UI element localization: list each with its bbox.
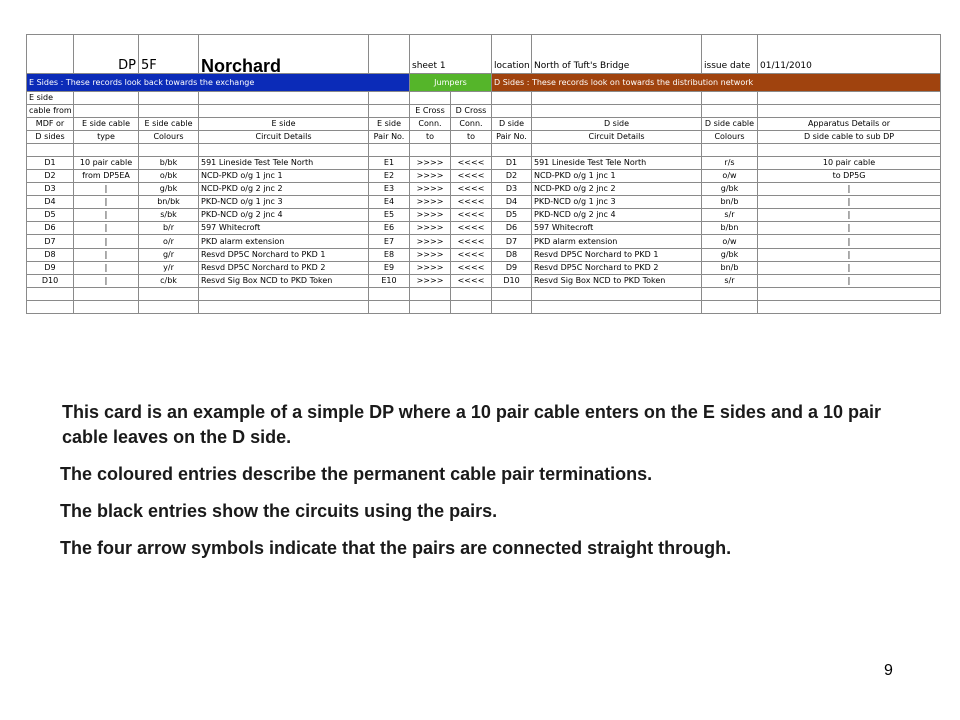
data-cell: o/w [702,235,758,248]
data-cell: | [74,248,139,261]
data-cell: 10 pair cable [74,157,139,170]
data-cell: | [758,274,941,287]
data-cell: E1 [369,157,410,170]
data-cell: | [74,235,139,248]
data-cell: PKD-NCD o/g 2 jnc 4 [199,209,369,222]
data-cell: o/bk [139,170,199,183]
data-cell: s/r [702,209,758,222]
header-cell [758,91,941,104]
data-cell: | [758,235,941,248]
header-cell [532,91,702,104]
data-cell: PKD-NCD o/g 1 jnc 3 [199,196,369,209]
data-cell: D1 [492,157,532,170]
header-cell: Apparatus Details or [758,118,941,131]
header-cell: Pair No. [369,131,410,144]
data-cell: D7 [27,235,74,248]
data-cell: | [758,183,941,196]
header-cell: MDF or [27,118,74,131]
card-data-row [27,261,941,274]
header-cell [74,91,139,104]
data-cell: D4 [27,196,74,209]
data-cell: >>>> [410,261,451,274]
data-cell: >>>> [410,157,451,170]
data-cell: D9 [27,261,74,274]
card-data-row [27,157,941,170]
card-header-row [27,91,941,104]
data-cell: E6 [369,222,410,235]
issue-date-label: issue date [702,35,758,74]
data-cell: bn/b [702,261,758,274]
card-data-row [27,209,941,222]
data-cell: D10 [492,274,532,287]
data-cell: D3 [492,183,532,196]
dp-number: 5F [139,35,199,74]
data-cell: <<<< [451,222,492,235]
header-cell: D side [492,118,532,131]
data-cell: 591 Lineside Test Tele North [199,157,369,170]
card-data-row [27,222,941,235]
data-cell: NCD-PKD o/g 2 jnc 2 [199,183,369,196]
data-cell: <<<< [451,196,492,209]
card-header-row [27,105,941,118]
card-header-row [27,131,941,144]
data-cell: NCD-PKD o/g 1 jnc 1 [199,170,369,183]
data-cell: | [758,222,941,235]
header-cell: D side [532,118,702,131]
data-cell: E3 [369,183,410,196]
data-cell: g/bk [702,248,758,261]
data-cell: E2 [369,170,410,183]
data-cell: E4 [369,196,410,209]
data-cell: s/bk [139,209,199,222]
header-cell: Colours [139,131,199,144]
data-cell: NCD-PKD o/g 2 jnc 2 [532,183,702,196]
data-cell: >>>> [410,196,451,209]
data-cell: D6 [27,222,74,235]
data-cell: D1 [27,157,74,170]
data-cell: E5 [369,209,410,222]
data-cell: >>>> [410,274,451,287]
header-cell: Conn. [410,118,451,131]
header-cell: E Cross [410,105,451,118]
data-cell: <<<< [451,274,492,287]
header-cell: D Cross [451,105,492,118]
data-cell: D5 [27,209,74,222]
data-cell: | [74,209,139,222]
header-cell: cable from [27,105,74,118]
data-cell: D3 [27,183,74,196]
data-cell: y/r [139,261,199,274]
dp-label: DP [74,35,139,74]
header-cell [410,91,451,104]
data-cell: <<<< [451,170,492,183]
card-data-row [27,170,941,183]
data-cell: | [758,261,941,274]
card-data-row [27,196,941,209]
data-cell: E7 [369,235,410,248]
header-cell [492,105,532,118]
location-label: location [492,35,532,74]
data-cell: <<<< [451,235,492,248]
card-data-row [27,248,941,261]
data-cell: b/bk [139,157,199,170]
header-cell: D side cable [702,118,758,131]
data-cell: 10 pair cable [758,157,941,170]
data-cell: b/r [139,222,199,235]
header-cell: D side cable to sub DP [758,131,941,144]
data-cell: NCD-PKD o/g 1 jnc 1 [532,170,702,183]
notes-section [60,400,930,573]
data-cell: b/bn [702,222,758,235]
data-cell: g/bk [702,183,758,196]
note-paragraph: The coloured entries describe the permanent cable pair terminations. [60,464,653,484]
header-cell [492,91,532,104]
data-cell: g/r [139,248,199,261]
data-cell: <<<< [451,209,492,222]
data-cell: Resvd DP5C Norchard to PKD 2 [532,261,702,274]
note-paragraph: The four arrow symbols indicate that the pairs are connected straight through. [60,538,732,558]
data-cell: c/bk [139,274,199,287]
card-title-row [27,35,941,74]
card-header-row [27,118,941,131]
data-cell: s/r [702,274,758,287]
header-cell [139,105,199,118]
header-cell [74,105,139,118]
header-cell: Pair No. [492,131,532,144]
data-cell: <<<< [451,261,492,274]
data-cell: <<<< [451,248,492,261]
blank-row [27,300,941,313]
data-cell: | [758,248,941,261]
data-cell: E10 [369,274,410,287]
header-cell: Conn. [451,118,492,131]
data-cell: D8 [492,248,532,261]
data-cell: | [74,196,139,209]
data-cell: <<<< [451,157,492,170]
data-cell: D8 [27,248,74,261]
header-cell [532,105,702,118]
data-cell: Resvd Sig Box NCD to PKD Token [199,274,369,287]
d-sides-band: D Sides : These records look on towards the distribution network [492,74,941,92]
data-cell: PKD-NCD o/g 1 jnc 3 [532,196,702,209]
data-cell: from DP5EA [74,170,139,183]
header-cell [369,105,410,118]
data-cell: | [74,183,139,196]
data-cell: g/bk [139,183,199,196]
data-cell: >>>> [410,248,451,261]
spacer-row [27,144,941,157]
header-cell: E side cable [74,118,139,131]
header-cell: to [410,131,451,144]
data-cell: Resvd DP5C Norchard to PKD 1 [532,248,702,261]
header-cell: Colours [702,131,758,144]
data-cell: Resvd Sig Box NCD to PKD Token [532,274,702,287]
data-cell: | [74,222,139,235]
data-cell: | [758,209,941,222]
data-cell: bn/bk [139,196,199,209]
data-cell: PKD alarm extension [199,235,369,248]
band-row [27,74,941,92]
data-cell: D7 [492,235,532,248]
data-cell: | [758,196,941,209]
page-number: 9 [884,662,893,679]
header-cell [199,105,369,118]
data-cell: >>>> [410,209,451,222]
card-data-row [27,235,941,248]
jumpers-band: Jumpers [410,74,492,92]
header-cell: type [74,131,139,144]
card-data-row [27,183,941,196]
data-cell: D9 [492,261,532,274]
data-cell: >>>> [410,183,451,196]
data-cell: 597 Whitecroft [532,222,702,235]
data-cell: D10 [27,274,74,287]
data-cell: D4 [492,196,532,209]
data-cell: | [74,274,139,287]
header-cell: Circuit Details [532,131,702,144]
data-cell: >>>> [410,170,451,183]
header-cell [702,105,758,118]
data-cell: PKD alarm extension [532,235,702,248]
header-cell [451,91,492,104]
data-cell: E9 [369,261,410,274]
header-cell: E side [369,118,410,131]
data-cell: Resvd DP5C Norchard to PKD 2 [199,261,369,274]
data-cell: bn/b [702,196,758,209]
header-cell: D sides [27,131,74,144]
header-cell [369,91,410,104]
note-paragraph: The black entries show the circuits using the pairs. [60,501,498,521]
header-cell: Circuit Details [199,131,369,144]
data-cell: >>>> [410,235,451,248]
data-cell: o/w [702,170,758,183]
data-cell: r/s [702,157,758,170]
data-cell: 591 Lineside Test Tele North [532,157,702,170]
data-cell: E8 [369,248,410,261]
data-cell: D2 [492,170,532,183]
issue-date-value: 01/11/2010 [758,35,941,74]
header-cell: to [451,131,492,144]
data-cell: o/r [139,235,199,248]
data-cell: D5 [492,209,532,222]
data-cell: <<<< [451,183,492,196]
header-cell [758,105,941,118]
header-cell: E side [27,91,74,104]
sheet-number: sheet 1 [410,35,492,74]
note-paragraph: This card is an example of a simple DP where a 10 pair cable enters on the E sides and a 10 pair cable leaves on the D side. [62,402,881,447]
data-cell: PKD-NCD o/g 2 jnc 4 [532,209,702,222]
data-cell: Resvd DP5C Norchard to PKD 1 [199,248,369,261]
header-cell: E side [199,118,369,131]
data-cell: D2 [27,170,74,183]
header-cell [702,91,758,104]
location-value: North of Tuft's Bridge [532,35,702,74]
header-cell: E side cable [139,118,199,131]
dp-name: Norchard [199,35,369,74]
header-cell [199,91,369,104]
blank-row [27,287,941,300]
dp-record-card [26,34,941,314]
data-cell: >>>> [410,222,451,235]
card-data-row [27,274,941,287]
header-cell [139,91,199,104]
data-cell: D6 [492,222,532,235]
data-cell: | [74,261,139,274]
data-cell: to DP5G [758,170,941,183]
e-sides-band: E Sides : These records look back towards the exchange [27,74,410,92]
data-cell: 597 Whitecroft [199,222,369,235]
